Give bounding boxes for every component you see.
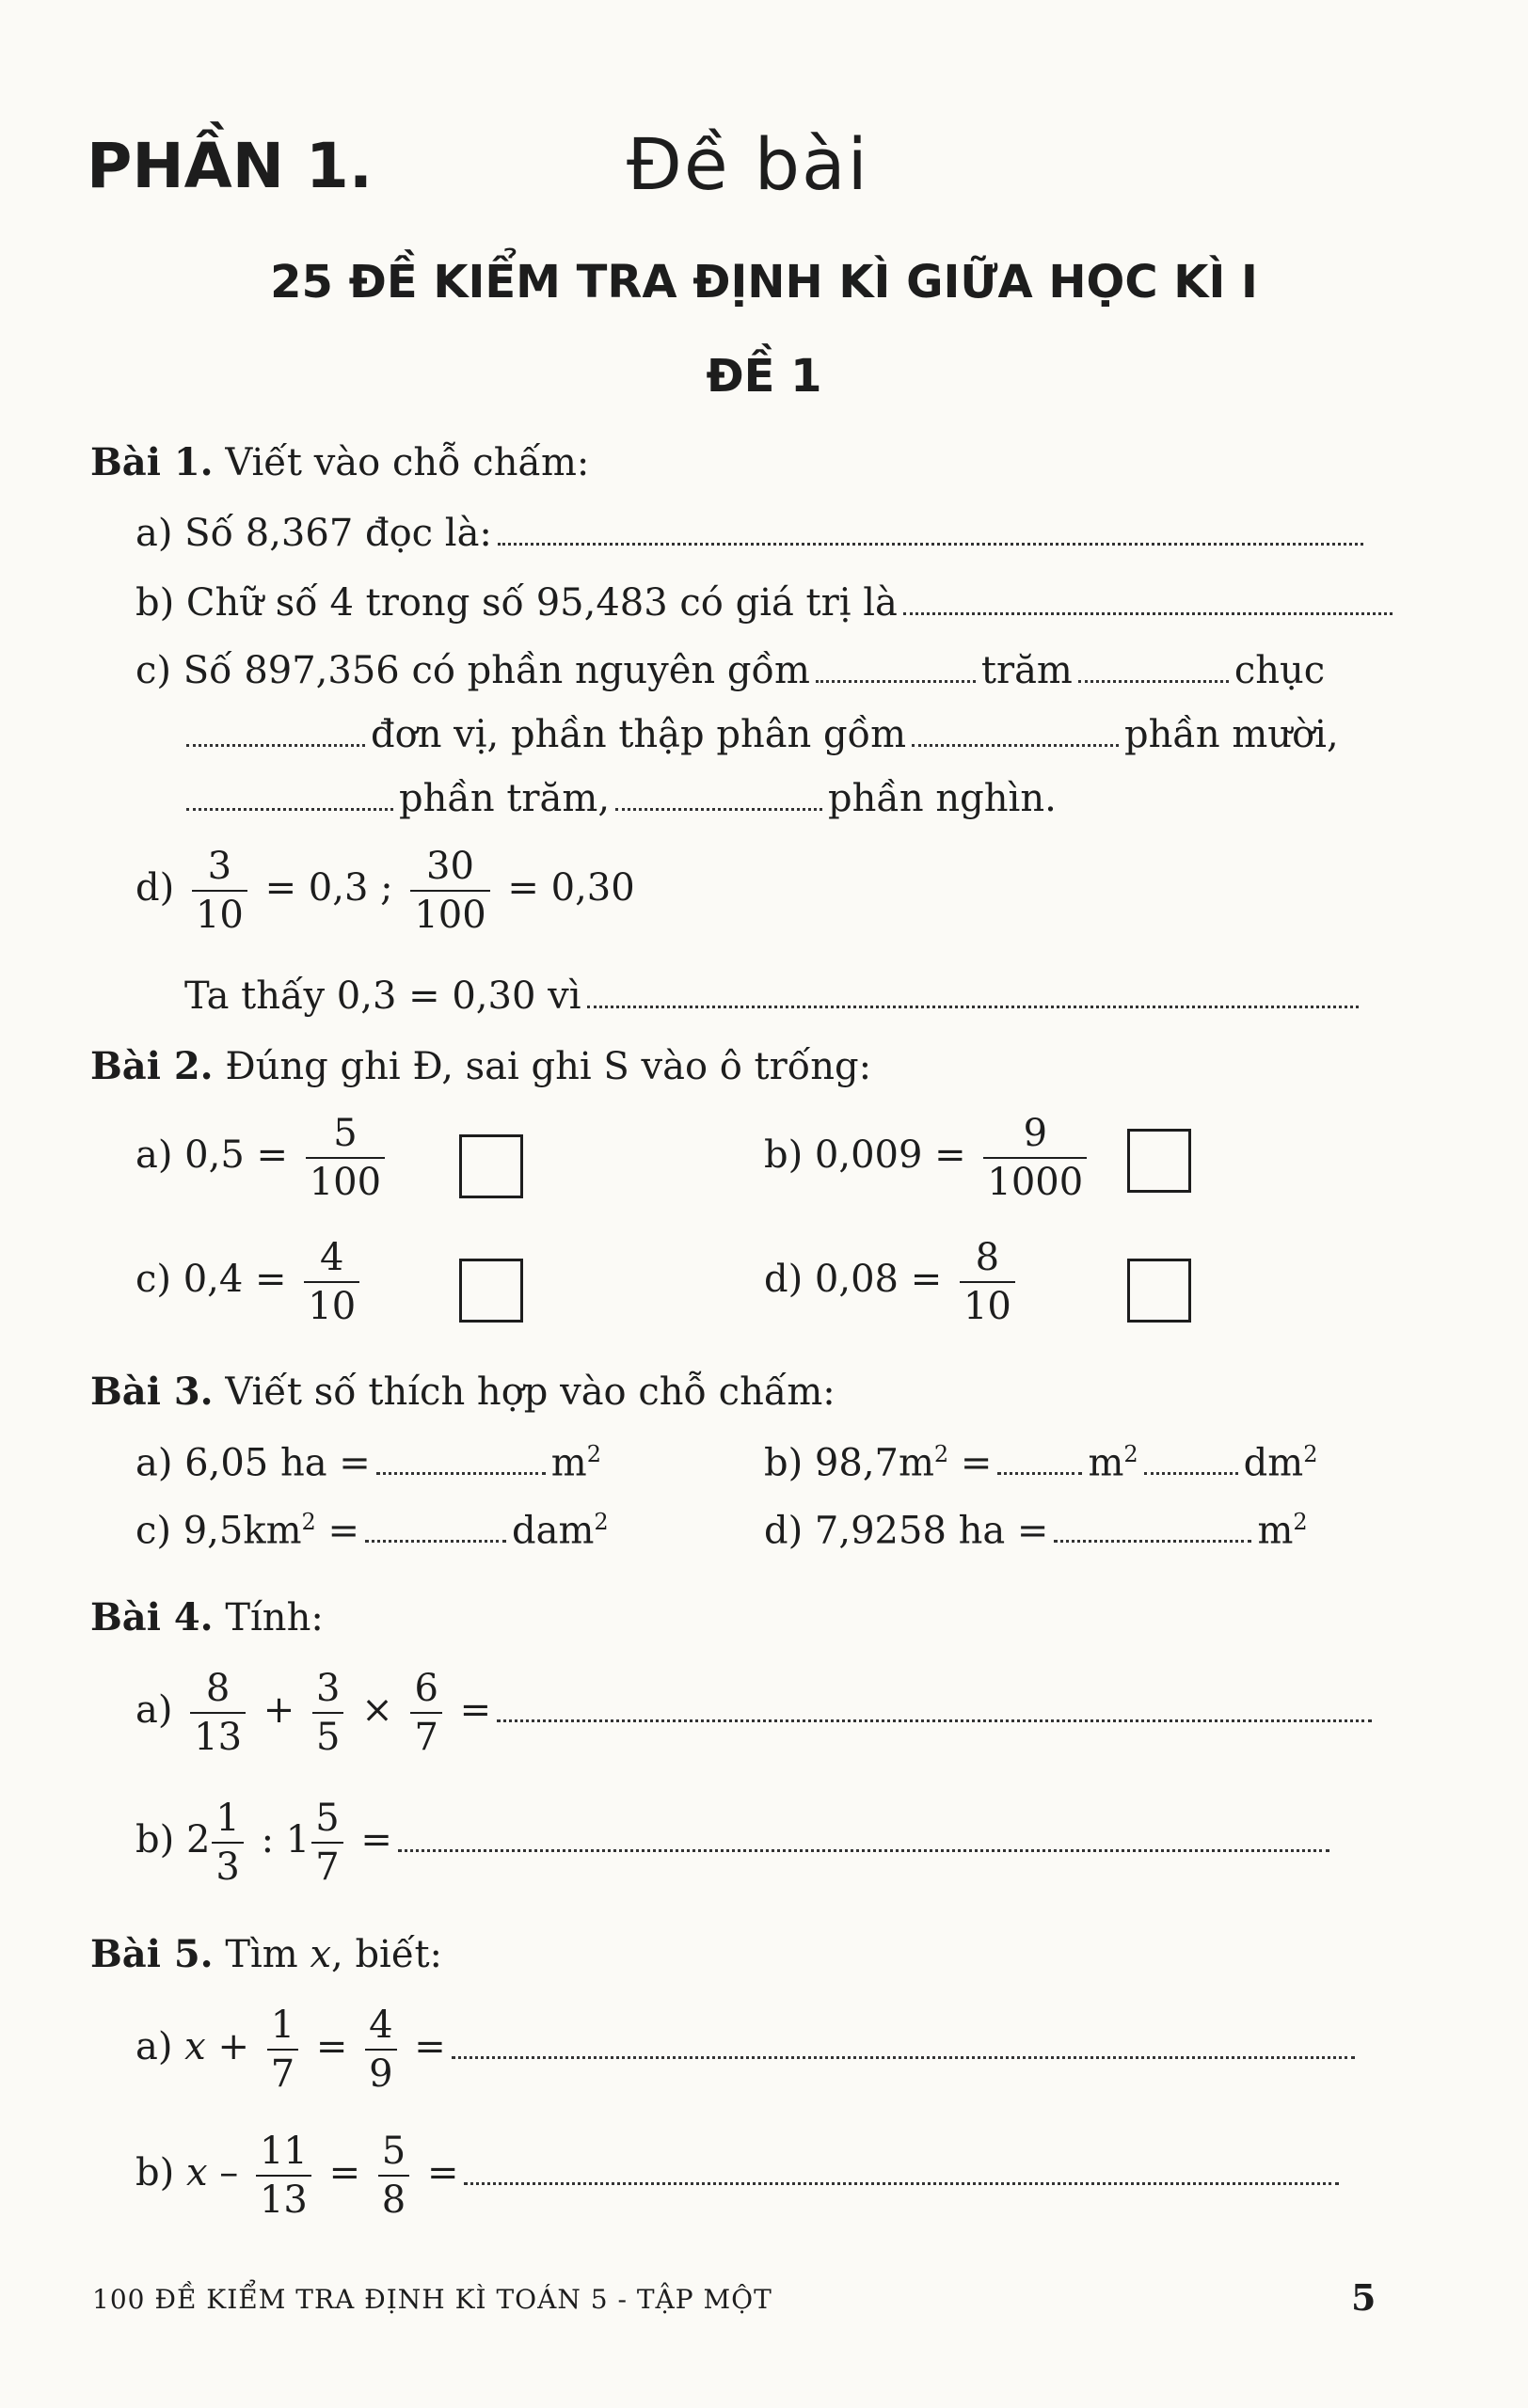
part-label: PHẦN 1. <box>87 130 373 202</box>
bai4-b-blank[interactable] <box>398 1849 1329 1852</box>
bai5-instruction: Tìm <box>225 1933 310 1976</box>
fraction: $\frac{1}{3}$ <box>212 1795 243 1891</box>
bai5-b-label: b) <box>135 2151 175 2194</box>
bai1-d-label: d) <box>135 866 175 910</box>
bai3-d-unit: m <box>1257 1509 1294 1553</box>
bai2-d-left: d) 0,08 = <box>764 1258 943 1301</box>
bai1-c-chuc: chục <box>1234 649 1326 692</box>
bai3-c <box>135 1509 609 1552</box>
bai5-heading <box>90 1932 442 1976</box>
bai1-c-blank-phantram[interactable] <box>186 808 393 811</box>
bai1-b-blank[interactable] <box>903 612 1393 615</box>
variable-x: x <box>185 2151 208 2194</box>
bai3-b-blank1[interactable] <box>997 1472 1082 1475</box>
fraction: $\frac{8}{13}$ <box>190 1665 246 1761</box>
bai3-c-unit-sq: 2 <box>594 1509 609 1535</box>
fraction: $\frac{8}{10}$ <box>960 1234 1015 1330</box>
fraction: $\frac{4}{10}$ <box>304 1234 359 1330</box>
bai5-a-label: a) <box>135 2025 173 2068</box>
bai1-instruction: Viết vào chỗ chấm: <box>225 441 590 484</box>
bai1-c-blank-phanmuoi[interactable] <box>912 744 1119 747</box>
bai1-c-phannghin: phần nghìn. <box>828 777 1057 820</box>
bai3-b-sq1: 2 <box>1123 1441 1138 1467</box>
equals-sign: = <box>426 2151 459 2194</box>
minus-sign: – <box>219 2151 239 2194</box>
bai1-b <box>135 581 1398 625</box>
bai4-b-label: b) <box>135 1818 175 1861</box>
equals-sign: = <box>360 1818 392 1861</box>
bai4-heading <box>90 1595 324 1640</box>
bai1-c-line3 <box>181 777 1057 820</box>
bai1-c-line1 <box>135 649 1325 692</box>
bai3-heading <box>90 1370 836 1414</box>
bai5-variable: x <box>310 1933 332 1976</box>
bai1-a <box>135 512 1369 555</box>
bai2-b-left: b) 0,009 = <box>764 1133 966 1177</box>
bai5-a-blank[interactable] <box>452 2056 1355 2059</box>
fraction: $\frac{3}{5}$ <box>312 1665 343 1761</box>
bai3-b-left: b) 98,7m <box>764 1441 934 1485</box>
bai4-b <box>135 1795 1335 1891</box>
whole-part: 2 <box>185 1818 211 1861</box>
bai3-a-unit: m <box>550 1441 587 1485</box>
bai2-label: Bài 2. <box>90 1044 214 1088</box>
bai3-b-unit2: dm <box>1243 1441 1304 1485</box>
bai2-a-left: a) 0,5 = <box>135 1133 289 1177</box>
bai1-c-blank-donvi[interactable] <box>186 744 365 747</box>
bai5-instruction-end: , biết: <box>331 1933 443 1976</box>
bai3-c-sq: 2 <box>301 1509 316 1535</box>
bai3-c-blank[interactable] <box>365 1540 506 1543</box>
bai1-c-phantram: phần trăm, <box>399 777 611 820</box>
bai2-instruction: Đúng ghi Đ, sai ghi S vào ô trống: <box>225 1045 872 1088</box>
bai2-c-left: c) 0,4 = <box>135 1258 287 1301</box>
fraction: $\frac{3}{10}$ <box>192 843 247 939</box>
bai1-c-blank-phannghin[interactable] <box>615 808 822 811</box>
bai3-b <box>764 1441 1317 1484</box>
bai3-c-unit: dam <box>512 1509 595 1553</box>
fraction: $\frac{30}{100}$ <box>410 843 489 939</box>
variable-x: x <box>184 2025 206 2068</box>
bai1-d-conclusion-text: Ta thấy 0,3 = 0,30 vì <box>184 974 581 1018</box>
bai2-heading <box>90 1044 871 1088</box>
bai3-c-left: c) 9,5km <box>135 1509 302 1553</box>
bai1-d-eq1: = 0,3 ; <box>264 866 393 910</box>
fraction: $\frac{5}{100}$ <box>306 1110 385 1206</box>
bai3-a-sq: 2 <box>586 1441 602 1467</box>
bai1-c-text1: c) Số 897,356 có phần nguyên gồm <box>135 649 810 692</box>
bai1-c-blank-tram[interactable] <box>816 680 976 683</box>
fraction: $\frac{4}{9}$ <box>365 2002 396 2098</box>
bai2-a-answer-box[interactable] <box>459 1134 523 1198</box>
bai4-a-label: a) <box>135 1688 173 1732</box>
bai1-d-eq2: = 0,30 <box>507 866 635 910</box>
bai1-a-blank[interactable] <box>498 543 1363 546</box>
bai2-a <box>135 1110 390 1206</box>
bai1-d-blank[interactable] <box>587 1006 1359 1008</box>
fraction: $\frac{11}{13}$ <box>256 2128 311 2224</box>
bai1-a-text: a) Số 8,367 đọc là: <box>135 512 492 555</box>
divide-sign: : <box>261 1818 275 1861</box>
bai3-d <box>764 1509 1308 1552</box>
bai1-c-blank-chuc[interactable] <box>1078 680 1229 683</box>
bai2-c-answer-box[interactable] <box>459 1259 523 1323</box>
bai3-b-eq: = <box>960 1441 993 1485</box>
bai3-instruction: Viết số thích hợp vào chỗ chấm: <box>225 1370 836 1414</box>
bai2-b <box>764 1110 1092 1206</box>
bai3-b-sq: 2 <box>933 1441 949 1467</box>
plus-sign: + <box>263 1688 295 1732</box>
bai1-c-line2 <box>181 713 1339 756</box>
bai3-d-blank[interactable] <box>1054 1540 1251 1543</box>
bai3-c-eq: = <box>327 1509 360 1553</box>
fraction: $\frac{9}{1000}$ <box>983 1110 1087 1206</box>
bai5-a <box>135 2002 1361 2098</box>
fraction: $\frac{5}{8}$ <box>378 2128 409 2224</box>
equals-sign: = <box>459 1688 492 1732</box>
bai1-label: Bài 1. <box>90 440 214 484</box>
bai4-a <box>135 1665 1377 1761</box>
bai2-c <box>135 1234 365 1330</box>
page-number: 5 <box>1351 2276 1377 2319</box>
bai4-instruction: Tính: <box>225 1596 324 1640</box>
bai4-a-blank[interactable] <box>497 1719 1372 1722</box>
bai2-b-answer-box[interactable] <box>1127 1129 1191 1193</box>
bai3-label: Bài 3. <box>90 1370 214 1414</box>
bai3-b-unit1: m <box>1088 1441 1124 1485</box>
bai1-c-tram: trăm <box>980 649 1073 692</box>
bai3-d-left: d) 7,9258 ha = <box>764 1509 1049 1553</box>
bai4-label: Bài 4. <box>90 1595 214 1640</box>
bai5-label: Bài 5. <box>90 1932 214 1976</box>
fraction: $\frac{6}{7}$ <box>410 1665 441 1761</box>
bai2-d <box>764 1234 1021 1330</box>
bai3-d-sq: 2 <box>1293 1509 1308 1535</box>
bai5-b <box>135 2128 1345 2224</box>
equals-sign: = <box>328 2151 361 2194</box>
fraction: $\frac{5}{7}$ <box>311 1795 342 1891</box>
bai2-d-answer-box[interactable] <box>1127 1259 1191 1323</box>
bai1-heading <box>90 440 589 484</box>
bai3-a-blank[interactable] <box>376 1472 546 1475</box>
bai1-d-conclusion <box>184 974 1364 1018</box>
equals-sign: = <box>414 2025 446 2068</box>
bai1-c-text2: đơn vị, phần thập phân gồm <box>371 713 907 756</box>
bai1-d <box>135 843 635 939</box>
bai1-c-phanmuoi: phần mười, <box>1124 713 1339 756</box>
plus-sign: + <box>217 2025 249 2068</box>
footer-book-title: 100 ĐỀ KIỂM TRA ĐỊNH KÌ TOÁN 5 - TẬP MỘT <box>92 2284 772 2315</box>
whole-part: 1 <box>285 1818 310 1861</box>
equals-sign: = <box>315 2025 348 2068</box>
section-title: 25 ĐỀ KIỂM TRA ĐỊNH KÌ GIỮA HỌC KÌ I <box>270 256 1258 309</box>
fraction: $\frac{1}{7}$ <box>267 2002 298 2098</box>
times-sign: × <box>361 1688 393 1732</box>
test-title: ĐỀ 1 <box>706 350 822 403</box>
bai3-a <box>135 1441 601 1484</box>
bai3-b-sq2: 2 <box>1303 1441 1318 1467</box>
bai5-b-blank[interactable] <box>464 2182 1339 2185</box>
part-title: Đề bài <box>627 122 869 206</box>
bai1-b-text: b) Chữ số 4 trong số 95,483 có giá trị là <box>135 581 898 625</box>
bai3-b-blank2[interactable] <box>1144 1472 1238 1475</box>
bai3-a-left: a) 6,05 ha = <box>135 1441 371 1485</box>
